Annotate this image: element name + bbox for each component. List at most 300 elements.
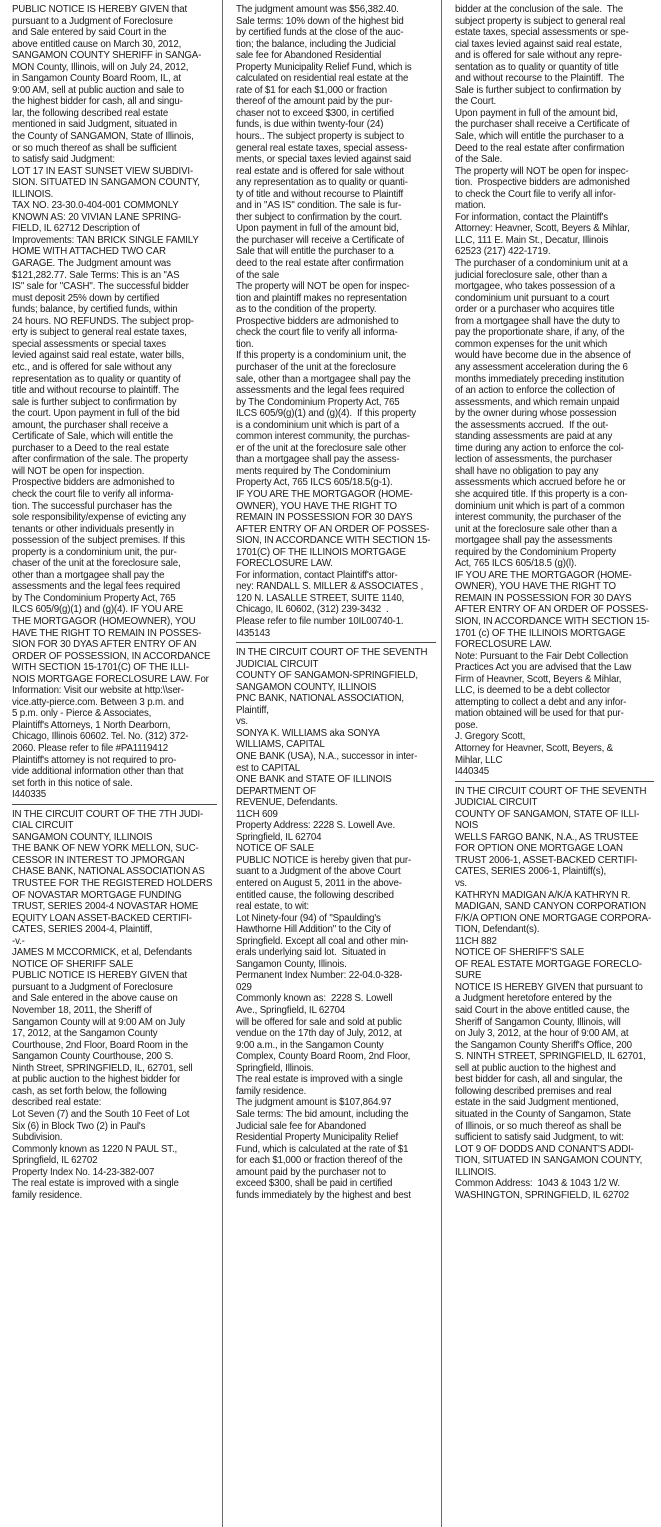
notice-text-line: PUBLIC NOTICE IS HEREBY GIVEN that	[12, 970, 188, 982]
notice-text-line: any assessment acceleration during the 6	[455, 361, 628, 373]
notice-text-line: COUNTY OF SANGAMON, STATE OF ILLI-	[455, 808, 640, 820]
notice-text-line: OF NOVASTAR MORTGAGE FUNDING	[12, 889, 182, 901]
notice-text-line: NOTICE OF SALE	[236, 843, 315, 855]
notice-separator-rule	[236, 642, 436, 643]
notice-text-line: Attorney: Heavner, Scott, Beyers & Mihlar,	[455, 223, 630, 235]
notice-text-line: assessments which accrued before he or	[455, 477, 626, 489]
notice-text-line: FORECLOSURE LAW.	[236, 558, 333, 570]
notice-text-line: AFTER ENTRY OF AN ORDER OF POSSES-	[455, 604, 649, 616]
notice-text-line: ney: RANDALL S. MILLER & ASSOCIATES ,	[236, 581, 424, 593]
notice-text-line: PUBLIC NOTICE IS HEREBY GIVEN that	[12, 4, 188, 15]
notice-text-line: 5 p.m. only - Pierce & Associates,	[12, 708, 152, 720]
notice-text-line: ILCS 605/9(g)(1) and (g)(4). IF YOU ARE	[12, 604, 184, 616]
notice-text-line: by The Condominium Property Act, 765	[12, 592, 176, 604]
notice-text-line: thereof of the amount paid by the pur-	[236, 96, 393, 108]
notice-text-line: IF YOU ARE THE MORTGAGOR (HOME-	[455, 569, 632, 581]
notice-text-line: cash, as set forth below, the following	[12, 1085, 167, 1097]
notice-text-line: If this property is a condominium unit, the	[236, 350, 407, 362]
notice-text-line: vice.atty-pierce.com. Between 3 p.m. and	[12, 696, 184, 708]
notice-text-line: Prospective bidders are admonished to	[236, 315, 399, 327]
notice-text-line: Complex, County Board Room, 2nd Floor,	[236, 1051, 411, 1063]
notice-text-line: Sangamon County will at 9:00 AM on July	[12, 1016, 185, 1028]
notice-text-line: est to CAPITAL	[236, 762, 300, 774]
notice-text-line: Judicial sale fee for Abandoned	[236, 1120, 366, 1132]
notice-text-line: described real estate:	[12, 1097, 102, 1109]
notice-text-line: mation obtained will be used for that pur-	[455, 708, 624, 720]
notice-text-line: J. Gregory Scott,	[455, 731, 526, 743]
notice-text-line: TRUST, SERIES 2004-4 NOVASTAR HOME	[12, 901, 199, 913]
notice-text-line: IF YOU ARE THE MORTGAGOR (HOME-	[236, 488, 413, 500]
notice-text-line: OWNER), YOU HAVE THE RIGHT TO	[236, 500, 397, 512]
notice-text-line: Hawthorne Hill Addition" to the City of	[236, 924, 391, 936]
notice-text-line: 2060. Please refer to file #PA1119412	[12, 743, 169, 754]
notice-text-line: SANGAMON COUNTY, ILLINOIS	[236, 681, 377, 693]
notice-text-line: of Illinois, or so much thereof as shall be	[455, 1120, 622, 1132]
notice-text-line: The purchaser of a condominium unit at a	[455, 258, 628, 270]
notice-text-line: will NOT be open for inspection.	[12, 465, 145, 477]
notice-text-line: to check the Court file to verify all infor-	[455, 188, 616, 200]
notice-text-line: attempting to collect a debt and any infor-	[455, 696, 627, 708]
notice-text-line: sale, other than a mortgagee shall pay the	[236, 373, 411, 385]
notice-text-line: bidder at the conclusion of the sale. The	[455, 4, 624, 15]
notice-column-3	[455, 4, 654, 1527]
notice-text-line: ty of title and without recourse to Plaintiff	[236, 188, 404, 200]
notice-text-line: tion; the balance, including the Judicial	[236, 38, 396, 50]
notice-text-line: a Judgment heretofore entered by the	[455, 993, 612, 1005]
notice-text-line: lection of assessments, the purchaser	[455, 454, 613, 466]
notice-text-line: suant to a Judgment of the above Court	[236, 866, 401, 878]
notice-text-line: is a condominium unit which is part of a	[236, 419, 400, 431]
notice-text-line: ments, or special taxes levied against said	[236, 154, 412, 166]
notice-text-line: hours.. The subject property is subject to	[236, 131, 404, 143]
notice-text-line: 1701 (c) OF THE ILLINOIS MORTGAGE	[455, 627, 626, 639]
notice-text-line: above entitled cause on March 30, 2012,	[12, 38, 182, 50]
notice-text-line: IN THE CIRCUIT COURT OF THE SEVENTH	[455, 785, 647, 797]
notice-text-line: erty is subject to general real estate taxes,	[12, 327, 187, 339]
notice-text-line: other than a mortgagee shall pay the	[12, 569, 165, 581]
notice-text-line: sufficient to satisfy said Judgment, to wit:	[455, 1132, 624, 1144]
notice-text-line: vs.	[455, 878, 467, 890]
notice-text-line: mortgagee shall pay the assessments	[455, 535, 613, 547]
notice-text-line: tenants or other individuals presently in	[12, 523, 174, 535]
notice-text-line: assessments and the legal fees required	[12, 581, 181, 593]
notice-text-line: levied against said real estate, water bills,	[12, 350, 185, 362]
notice-text-line: DEPARTMENT OF	[236, 785, 316, 797]
notice-text-line: the County of SANGAMON, State of Illinois,	[12, 131, 194, 143]
notice-text-line: CESSOR IN INTEREST TO JPMORGAN	[12, 854, 185, 866]
notice-text-line: she acquired title. If this property is a con-	[455, 488, 628, 500]
notice-text-line: Common Address: 1043 & 1043 1/2 W.	[455, 1178, 620, 1190]
notice-text-line: Plaintiff's attorney is not required to pro-	[12, 754, 177, 766]
notice-text-line: the assessments accrued. If the out-	[455, 419, 609, 431]
notice-text-line: estate taxes, special assessments or spe-	[455, 27, 629, 39]
notice-text-line: representation as to quality or quantity of	[12, 373, 181, 385]
notice-text-line: subject property is subject to general real	[455, 15, 626, 27]
notice-text-line: from a mortgagee shall have the duty to	[455, 315, 620, 327]
notice-text-line: erals underlying said lot. Situated in	[236, 947, 386, 959]
notice-text-line: 24 hours. NO REFUNDS. The subject prop-	[12, 315, 194, 327]
notice-text-line: Improvements: TAN BRICK SINGLE FAMILY	[12, 234, 199, 246]
notice-separator-rule	[455, 781, 654, 782]
notice-text-line: sale fee for Abandoned Residential	[236, 50, 382, 62]
notice-text-line: WELLS FARGO BANK, N.A., AS TRUSTEE	[455, 831, 639, 843]
notice-text-line: The real estate is improved with a single	[236, 1074, 403, 1086]
notice-text-line: Sale is further subject to confirmation by	[455, 84, 622, 96]
notice-text-line: S. NINTH STREET, SPRINGFIELD, IL 62701,	[455, 1051, 646, 1063]
notice-text-line: 9:00 AM, sell at public auction and sale to	[12, 84, 184, 96]
notice-text-line: Lot Seven (7) and the South 10 Feet of Lot	[12, 1108, 190, 1120]
notice-text-line: ILCS 605/9(g)(1) and (g)(4). If this property	[236, 408, 416, 420]
notice-text-line: months immediately preceding institution	[455, 373, 624, 385]
notice-text-line: MADIGAN, SAND CANYON CORPORATION	[455, 901, 646, 913]
notice-text-line: property is a condominium unit, the pur-	[12, 546, 177, 558]
notice-text-line: Sheriff of Sangamon County, Illinois, will	[455, 1016, 621, 1028]
notice-text-line: ONE BANK and STATE OF ILLINOIS	[236, 774, 392, 786]
notice-text-line: PUBLIC NOTICE is hereby given that pur-	[236, 854, 412, 866]
notice-text-line: Please refer to file number 10IL00740-1.	[236, 615, 404, 627]
notice-text-line: purchaser of the unit at the foreclosure	[236, 361, 396, 373]
notice-text-line: For information, contact Plaintiff's attor-	[236, 569, 398, 581]
notice-text-line: F/K/A OPTION ONE MORTGAGE CORPORA-	[455, 912, 652, 924]
notice-text-line: ther subject to confirmation by the court.	[236, 211, 403, 223]
notice-text-line: on July 3, 2012, at the hour of 9:00 AM, at	[455, 1028, 629, 1040]
notice-text-line: 029	[236, 981, 252, 993]
notice-text-line: TION, Defendant(s).	[455, 924, 540, 936]
notice-text-line: For information, contact the Plaintiff's	[455, 211, 608, 223]
notice-text-line: Property Address: 2228 S. Lowell Ave.	[236, 820, 396, 832]
notice-text-line: tion.	[236, 338, 254, 350]
notice-text-line: Courthouse, 2nd Floor, Board Room in the	[12, 1039, 189, 1051]
notice-text-line: Mihlar, LLC	[455, 754, 503, 766]
notice-text-line: calculated on residential real estate at the	[236, 73, 409, 85]
notice-column-1	[12, 4, 217, 1527]
notice-text-line: 62523 (217) 422-1719.	[455, 246, 551, 258]
notice-text-line: entered on August 5, 2011 in the above-	[236, 878, 402, 890]
notice-text-line: vendue on the 17th day of July, 2012, at	[236, 1028, 402, 1040]
notice-text-line: funds, is due within twenty-four (24)	[236, 119, 384, 131]
notice-text-line: Sangamon County, Illinois.	[236, 958, 347, 970]
notice-text-line: chaser not to exceed $300, in certified	[236, 107, 394, 119]
notice-text-line: Property Index No. 14-23-382-007	[12, 1166, 155, 1178]
notice-text-line: Information: Visit our website at http:\\ser-	[12, 685, 184, 697]
notice-text-line: order or a purchaser who acquires title	[455, 304, 615, 316]
notice-text-line: to satisfy said Judgment:	[12, 154, 115, 166]
notice-text-line: 1701(C) OF THE ILLINOIS MORTGAGE	[236, 546, 406, 558]
notice-text-line: -v.-	[12, 935, 25, 947]
notice-text-line: CHASE BANK, NATIONAL ASSOCIATION AS	[12, 866, 205, 878]
notice-text-line: than a mortgagee shall pay the assess-	[236, 454, 400, 466]
notice-text-line: NOTICE IS HEREBY GIVEN that pursuant to	[455, 981, 643, 993]
notice-text-line: 11CH 609	[236, 808, 278, 820]
notice-text-line: WASHINGTON, SPRINGFIELD, IL 62702	[455, 1189, 629, 1201]
notice-text-line: GARAGE. The Judgment amount was	[12, 258, 171, 270]
notice-text-line: following described premises and real	[455, 1085, 612, 1097]
notice-text-line: Sangamon County Courthouse, 200 S.	[12, 1051, 174, 1063]
notice-text-line: common expenses for the unit which	[455, 338, 608, 350]
notice-text-line: Chicago, IL 60602, (312) 239-3432 .	[236, 604, 389, 616]
column-divider	[441, 0, 442, 1527]
notice-text-line: er of the unit at the foreclosure sale other	[236, 442, 407, 454]
notice-text-line: NOIS MORTGAGE FORECLOSURE LAW. For	[12, 673, 209, 685]
notice-text-line: dominium unit which is part of a common	[455, 500, 625, 512]
notice-text-line: would have become due in the absence of	[455, 350, 631, 362]
notice-text-line: and Sale entered in the above cause on	[12, 993, 178, 1005]
notice-text-line: Subdivision.	[12, 1132, 63, 1144]
notice-text-line: Ave., Springfield, IL 62704	[236, 1005, 346, 1017]
notice-text-line: funds immediately by the highest and best	[236, 1189, 411, 1201]
notice-text-line: KATHRYN MADIGAN A/K/A KATHRYN R.	[455, 889, 631, 901]
notice-text-line: OF REAL ESTATE MORTGAGE FORECLO-	[455, 958, 642, 970]
notice-text-line: assessments, and which remain unpaid	[455, 396, 620, 408]
notice-text-line: 11CH 882	[455, 935, 497, 947]
notice-text-line: unit at the foreclosure sale other than a	[455, 523, 617, 535]
notice-text-line: funds; balance, by certified funds, within	[12, 304, 178, 316]
notice-text-line: of an action to enforce the collection of	[455, 385, 615, 397]
notice-text-line: the Sangamon County Sheriff's Office, 200	[455, 1039, 632, 1051]
notice-text-line: judicial foreclosure sale, other than a	[455, 269, 607, 281]
notice-text-line: tion. Prospective bidders are admonished	[455, 177, 630, 189]
notice-text-line: the highest bidder for cash, all and singu-	[12, 96, 183, 108]
notice-text-line: best bidder for cash, all and singular, the	[455, 1074, 623, 1086]
notice-text-line: Springfield. Except all coal and other min-	[236, 935, 409, 947]
notice-text-line: Commonly known as 1220 N PAUL ST.,	[12, 1143, 178, 1155]
notice-text-line: Practices Act you are advised that the Law	[455, 662, 632, 674]
notice-text-line: sale is further subject to confirmation by	[12, 396, 177, 408]
notice-text-line: LOT 9 OF DODDS AND CONANT'S ADDI-	[455, 1143, 634, 1155]
notice-text-line: Ninth Street, SPRINGFIELD, IL, 62701, sell	[12, 1062, 193, 1074]
notice-text-line: TRUSTEE FOR THE REGISTERED HOLDERS	[12, 878, 213, 890]
notice-text-line: assessments and the legal fees required	[236, 385, 405, 397]
notice-column-2	[236, 4, 436, 1527]
notice-text-line: shall have no obligation to pay any	[455, 465, 599, 477]
notice-text-line: said Court in the above entitled cause, the	[455, 1005, 630, 1017]
notice-text-line: FIELD, IL 62712 Description of	[12, 223, 140, 235]
notice-text-line: the purchaser shall receive a Certificate of	[455, 119, 630, 131]
notice-text-line: or so much thereof as shall be sufficient	[12, 142, 177, 154]
notice-text-line: FOR OPTION ONE MORTGAGE LOAN	[455, 843, 623, 855]
notice-text-line: REMAIN IN POSSESSION FOR 30 DAYS	[455, 592, 632, 604]
notice-text-line: LLC, 111 E. Main St., Decatur, Illinois	[455, 234, 609, 246]
notice-text-line: TRUST 2006-1, ASSET-BACKED CERTIFI-	[455, 854, 638, 866]
notice-text-line: The judgment amount was $56,382.40.	[236, 4, 399, 15]
notice-text-line: The real estate is improved with a single	[12, 1178, 179, 1190]
notice-text-line: The judgment amount is $107,864.97	[236, 1097, 392, 1109]
notice-text-line: SION. SITUATED IN SANGAMON COUNTY,	[12, 177, 200, 189]
notice-text-line: SION FOR 30 DYAS AFTER ENTRY OF AN	[12, 639, 197, 651]
notice-text-line: set forth in this notice of sale.	[12, 777, 133, 789]
notice-text-line: and Sale entered by said Court in the	[12, 27, 167, 39]
notice-text-line: Sale terms: 10% down of the highest bid	[236, 15, 404, 27]
notice-text-line: Act, 765 ILCS 605/18.5 (g)(l).	[455, 558, 577, 570]
notice-text-line: NOTICE OF SHERIFF SALE	[12, 958, 134, 970]
notice-text-line: check the court file to verify all informa-	[236, 327, 398, 339]
notice-text-line: exceed $300, shall be paid in certified	[236, 1178, 393, 1190]
notice-text-line: chaser of the unit at the foreclosure sale,	[12, 558, 181, 570]
notice-text-line: $121,282.77. Sale Terms: This is an "AS	[12, 269, 180, 281]
notice-text-line: TION, SITUATED IN SANGAMON COUNTY,	[455, 1155, 643, 1167]
notice-text-line: Lot Ninety-four (94) of "Spaulding's	[236, 912, 381, 924]
notice-text-line: and in "AS IS" condition. The sale is fur-	[236, 200, 402, 212]
notice-text-line: general real estate taxes, special assess-	[236, 142, 408, 154]
notice-text-line: pursuant to a Judgment of Foreclosure	[12, 981, 173, 993]
notice-text-line: 120 N. LASALLE STREET, SUITE 1140,	[236, 592, 405, 604]
notice-text-line: MON County, Illinois, will on July 24, 2012,	[12, 61, 189, 73]
notice-text-line: ILLINOIS.	[455, 1166, 497, 1178]
notice-text-line: ORDER OF POSSESSION, IN ACCORDANCE	[12, 650, 211, 662]
notice-text-line: deed to the real estate after confirmation	[236, 258, 404, 270]
notice-text-line: PNC BANK, NATIONAL ASSOCIATION,	[236, 693, 404, 705]
notice-text-line: LLC, is deemed to be a debt collector	[455, 685, 610, 697]
notice-text-line: KNOWN AS: 20 VIVIAN LANE SPRING-	[12, 211, 182, 223]
notice-text-line: title and without recourse to plaintiff. The	[12, 385, 179, 397]
notice-text-line: ONE BANK (USA), N.A., successor in inter-	[236, 751, 418, 762]
notice-text-line: Fund, which is calculated at the rate of $1	[236, 1143, 409, 1155]
notice-text-line: will be offered for sale and sold at public	[236, 1016, 402, 1028]
notice-text-line: IN THE CIRCUIT COURT OF THE SEVENTH	[236, 647, 428, 659]
notice-text-line: purchaser to a Deed to the real estate	[12, 442, 169, 454]
notice-text-line: real estate and is offered for sale without	[236, 165, 404, 177]
notice-text-line: I440335	[12, 789, 46, 801]
notice-text-line: rate of $1 for each $1,000 or fraction	[236, 84, 388, 96]
notice-text-line: THE MORTGAGOR (HOMEOWNER), YOU	[12, 615, 196, 627]
notice-text-line: pursuant to a Judgment of Foreclosure	[12, 15, 173, 27]
notice-text-line: CATES, SERIES 2004-4, Plaintiff,	[12, 924, 153, 936]
notice-text-line: as to the condition of the property.	[236, 304, 377, 316]
notice-text-line: LOT 17 IN EAST SUNSET VIEW SUBDIVI-	[12, 165, 194, 177]
notice-text-line: HOME WITH ATTACHED TWO CAR	[12, 246, 166, 258]
notice-text-line: Permanent Index Number: 22-04.0-328-	[236, 970, 403, 982]
notice-text-line: REMAIN IN POSSESSION FOR 30 DAYS	[236, 512, 413, 524]
notice-text-line: SANGAMON COUNTY SHERIFF in SANGA-	[12, 50, 202, 62]
notice-text-line: family residence.	[236, 1085, 307, 1097]
column-divider	[222, 0, 223, 1527]
notice-text-line: SION, IN ACCORDANCE WITH SECTION 15-	[455, 615, 650, 627]
notice-text-line: pose.	[455, 719, 478, 731]
notice-text-line: vide additional information other than that	[12, 766, 184, 778]
notice-text-line: EQUITY LOAN ASSET-BACKED CERTIFI-	[12, 912, 192, 924]
notice-text-line: the purchaser will receive a Certificate of	[236, 234, 405, 246]
notice-text-line: SONYA K. WILLIAMS aka SONYA	[236, 727, 380, 739]
notice-text-line: common interest community, the purchas-	[236, 431, 410, 443]
notice-text-line: standing assessments are paid at any	[455, 431, 613, 443]
notice-text-line: in Sangamon County Board Room, IL, at	[12, 73, 181, 85]
notice-text-line: Six (6) in Block Two (2) in Paul's	[12, 1120, 146, 1132]
notice-text-line: November 18, 2011, the Sheriff of	[12, 1005, 152, 1017]
notice-text-line: CATES, SERIES 2006-1, Plaintiff(s),	[455, 866, 607, 878]
notice-text-line: check the court file to verify all informa-	[12, 488, 174, 500]
notice-text-line: ments required by The Condominium	[236, 465, 391, 477]
notice-text-line: pay the proportionate share, if any, of the	[455, 327, 625, 339]
notice-text-line: etc., and is offered for sale without any	[12, 361, 172, 373]
notice-text-line: OWNER), YOU HAVE THE RIGHT TO	[455, 581, 616, 593]
notice-text-line: the Court.	[455, 96, 497, 108]
notice-text-line: Deed to the real estate after confirmation	[455, 142, 625, 154]
notice-text-line: FORECLOSURE LAW.	[455, 639, 552, 651]
notice-text-line: COUNTY OF SANGAMON-SPRINGFIELD,	[236, 670, 418, 682]
notice-text-line: 9:00 a.m., in the Sangamon County	[236, 1039, 384, 1051]
notice-text-line: and without recourse to the Plaintiff. The	[455, 73, 625, 85]
notice-text-line: of the sale	[236, 269, 280, 281]
notice-text-line: any representation as to quality or quanti-	[236, 177, 408, 189]
notice-text-line: I435143	[236, 627, 270, 639]
notice-text-line: Prospective bidders are admonished to	[12, 477, 175, 489]
notice-text-line: Upon payment in full of the amount bid,	[236, 223, 399, 235]
notice-text-line: JUDICIAL CIRCUIT	[455, 797, 538, 809]
notice-text-line: Plaintiff's Attorneys, 1 North Dearborn,	[12, 719, 171, 731]
notice-text-line: by The Condominium Property Act, 765	[236, 396, 400, 408]
notice-text-line: ILLINOIS.	[12, 188, 54, 200]
notice-text-line: the court. Upon payment in full of the bid	[12, 408, 180, 420]
notice-separator-rule	[12, 804, 217, 805]
notice-text-line: situated in the County of Sangamon, State	[455, 1108, 631, 1120]
notice-text-line: SANGAMON COUNTY, ILLINOIS	[12, 831, 153, 843]
notice-text-line: IN THE CIRCUIT COURT OF THE 7TH JUDI-	[12, 808, 204, 820]
notice-text-line: sentation as to quality or quantity of title	[455, 61, 619, 73]
notice-text-line: AFTER ENTRY OF AN ORDER OF POSSES-	[236, 523, 430, 535]
notice-text-line: real estate, to wit:	[236, 901, 309, 913]
notice-text-line: Residential Property Municipality Relief	[236, 1132, 398, 1144]
notice-text-line: special assessments or special taxes	[12, 338, 166, 350]
notice-text-line: REVENUE, Defendants.	[236, 797, 338, 809]
notice-text-line: Note: Pursuant to the Fair Debt Collection	[455, 650, 629, 662]
notice-text-line: tion. The successful purchaser has the	[12, 500, 172, 512]
notice-text-line: of the Sale.	[455, 154, 503, 166]
notice-text-line: family residence.	[12, 1189, 83, 1201]
notice-text-line: Plaintiff,	[236, 704, 269, 716]
notice-text-line: WILLIAMS, CAPITAL	[236, 739, 325, 751]
notice-text-line: and is offered for sale without any repre-	[455, 50, 622, 62]
notice-text-line: Certificate of Sale, which will entitle the	[12, 431, 174, 443]
notice-text-line: Property Municipality Relief Fund, which is	[236, 61, 412, 73]
notice-text-line: NOTICE OF SHERIFF'S SALE	[455, 947, 585, 959]
notice-text-line: Sale that will entitle the purchaser to a	[236, 246, 394, 258]
notice-text-line: The property will NOT be open for inspec-	[236, 281, 410, 293]
notice-text-line: by certified funds at the close of the auc-	[236, 27, 404, 39]
notice-text-line: SURE	[455, 970, 482, 982]
notice-text-line: time during any action to enforce the col-	[455, 442, 624, 454]
notice-text-line: Springfield, Illinois.	[236, 1062, 314, 1074]
notice-text-line: SION, IN ACCORDANCE WITH SECTION 15-	[236, 535, 431, 547]
notice-text-line: by the owner during whose possession	[455, 408, 617, 420]
notice-text-line: at public auction to the highest bidder for	[12, 1074, 181, 1086]
notice-text-line: The property will NOT be open for inspec-	[455, 165, 629, 177]
notice-text-line: cial taxes levied against said real estate,	[455, 38, 622, 50]
notice-text-line: sell at public auction to the highest and	[455, 1062, 616, 1074]
notice-text-line: Springfield, IL 62702	[12, 1155, 98, 1167]
notice-text-line: condominium unit pursuant to a court	[455, 292, 609, 304]
notice-text-line: amount, the purchaser shall receive a	[12, 419, 168, 431]
notice-text-line: Property Act, 765 ILCS 605/18.5(g-1).	[236, 477, 393, 489]
notice-text-line: interest community, the purchaser of the	[455, 512, 622, 524]
notice-text-line: for each $1,000 or fraction thereof of the	[236, 1155, 403, 1167]
notice-text-line: I440345	[455, 766, 489, 778]
notice-text-line: Chicago, Illinois 60602. Tel. No. (312) 372-	[12, 731, 189, 743]
notice-text-line: Springfield, IL 62704	[236, 831, 322, 843]
notice-text-line: Sale, which will entitle the purchaser to a	[455, 131, 624, 143]
notice-text-line: possession of the subject premises. If this	[12, 535, 185, 547]
notice-text-line: 17, 2012, at the Sangamon County	[12, 1028, 158, 1040]
notice-text-line: NOIS	[455, 820, 479, 832]
notice-text-line: mation.	[455, 200, 486, 212]
notice-text-line: WITH SECTION 15-1701(C) OF THE ILLI-	[12, 662, 189, 674]
notice-text-line: after confirmation of the sale. The property	[12, 454, 188, 466]
notice-text-line: mentioned in said Judgment, situated in	[12, 119, 177, 131]
notice-text-line: vs.	[236, 716, 248, 728]
notice-text-line: Upon payment in full of the amount bid,	[455, 107, 618, 119]
notice-text-line: IS" sale for "CASH". The successful bidder	[12, 281, 189, 293]
notice-text-line: amount paid by the purchaser not to	[236, 1166, 386, 1178]
notice-text-line: must deposit 25% down by certified	[12, 292, 160, 304]
